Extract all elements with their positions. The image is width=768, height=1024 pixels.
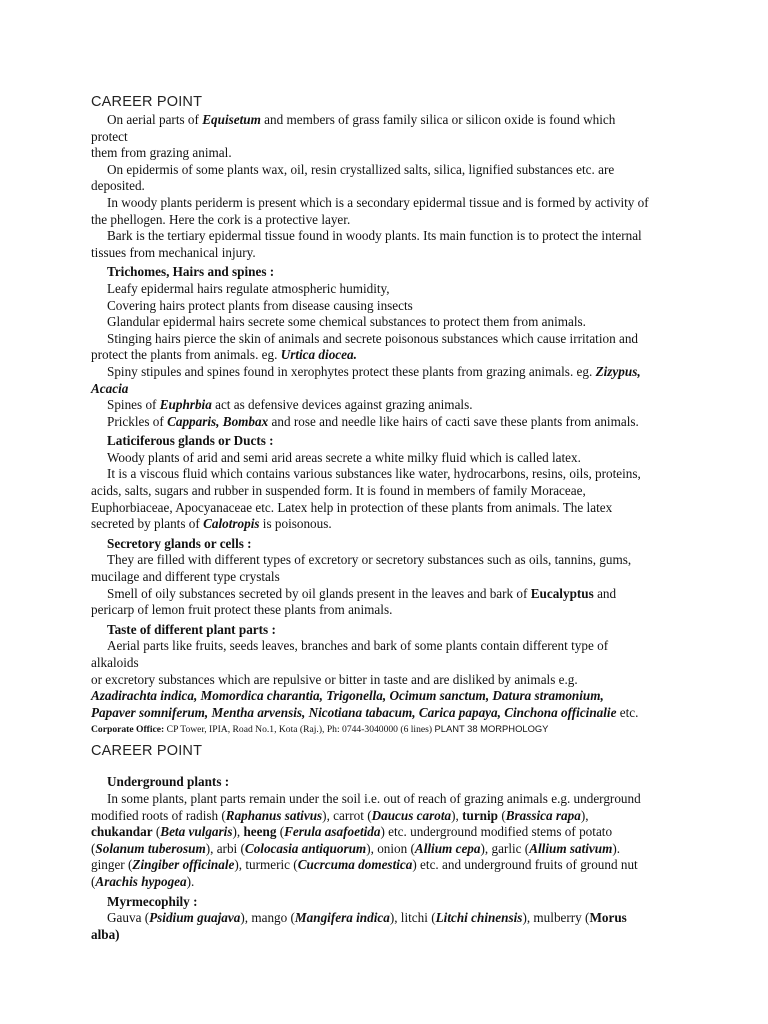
paragraph: On aerial parts of Equisetum and members of grass family silica or silicon oxide is found which protect them from grazing animal. <box>91 112 616 161</box>
list-item: Woody plants of arid and semi arid areas secrete a white milky fluid which is called latex. <box>107 449 581 465</box>
list-item: Glandular epidermal hairs secrete some chemical substances to protect them from animals. <box>107 314 586 330</box>
section-heading: Underground plants : <box>107 774 230 790</box>
list-item: Smell of oily substances secreted by oil glands present in the leaves and bark of Eucalyptus and pericarp of lemon fruit protect these plants from animals. <box>91 585 617 618</box>
section-heading: Laticiferous glands or Ducts : <box>107 433 274 449</box>
paragraph: In woody plants periderm is present which is a secondary epidermal tissue and is formed by activity of the phellogen. Here the cork is a protective layer. <box>91 194 649 227</box>
page-footer <box>91 722 668 736</box>
list-item: Prickles of Capparis, Bombax and rose and needle like hairs of cacti save these plants from animals. <box>107 413 639 429</box>
section-heading: Trichomes, Hairs and spines : <box>107 264 275 280</box>
paragraph: On epidermis of some plants wax, oil, resin crystallized salts, silica, lignified substances etc. are deposited. <box>91 161 615 194</box>
list-item: It is a viscous fluid which contains various substances like water, hydrocarbons, resins, oils, proteins, acids, salts, sugars and rubber in suspended form. It is found in members of family Moraceae, Euphorbiaceae, Apocyanaceae etc. Latex help in protection of these plants from animals. The latex secreted by plants of Calotropis is poisonous. <box>91 466 641 532</box>
footer-page: PLANT 38 MORPHOLOGY <box>434 723 549 735</box>
list-item: They are filled with different types of excretory or secretory substances such as oils, tannins, gums, mucilage and different type crystals <box>91 552 632 585</box>
page-header: CAREER POINT <box>91 743 203 760</box>
list-item: Spiny stipules and spines found in xerophytes protect these plants from grazing animals. eg. Zizypus, Acacia <box>91 363 641 396</box>
list-item: Leafy epidermal hairs regulate atmospheric humidity, <box>107 280 390 296</box>
list-item: Stinging hairs pierce the skin of animals and secrete poisonous substances which cause irritation and protect the plants from animals. eg. Urtica diocea. <box>91 330 639 363</box>
list-item: In some plants, plant parts remain under the soil i.e. out of reach of grazing animals e.g. underground modified roots of radish (Raphanus sativus), carrot (Daucus carota), turnip (Brassica rapa), chukandar (Beta vulgaris), heeng (Ferula asafoetida) etc. underground modified stems of potato (Solanum tuberosum), arbi (Colocasia antiquorum), onion (Allium cepa), garlic (Allium sativum). ginger (Zingiber officinale), turmeric (Cucrcuma domestica) etc. and underground fruits of ground nut (Arachis hypogea). <box>91 790 641 889</box>
footer-address: CP Tower, IPIA, Road No.1, Kota (Raj.), Ph: 0744-3040000 (6 lines) <box>164 724 435 736</box>
footer-label: Corporate Office: <box>91 724 165 736</box>
list-item: Aerial parts like fruits, seeds leaves, branches and bark of some plants contain different type of alkaloids or excretory substances which are repulsive or bitter in taste and are disliked by animals e.g. Azadirachta indica, Momordica charantia, Trigonella, Ocimum sanctum, Datura stramonium, Papaver somniferum, Mentha arvensis, Nicotiana tabacum, Carica papaya, Cinchona officinalie etc. <box>91 638 639 720</box>
section-heading: Taste of different plant parts : <box>107 621 276 637</box>
section-heading: Secretory glands or cells : <box>107 535 252 551</box>
list-item: Spines of Euphrbia act as defensive devices against grazing animals. <box>107 397 473 413</box>
page-header: CAREER POINT <box>91 94 203 110</box>
section-heading: Myrmecophily : <box>107 893 198 909</box>
list-item: Gauva (Psidium guajava), mango (Mangifera indica), litchi (Litchi chinensis), mulberry (Morus alba) <box>91 910 627 942</box>
paragraph: Bark is the tertiary epidermal tissue found in woody plants. Its main function is to protect the internal tissues from mechanical injury. <box>91 228 642 260</box>
list-item: Covering hairs protect plants from disease causing insects <box>107 297 413 313</box>
